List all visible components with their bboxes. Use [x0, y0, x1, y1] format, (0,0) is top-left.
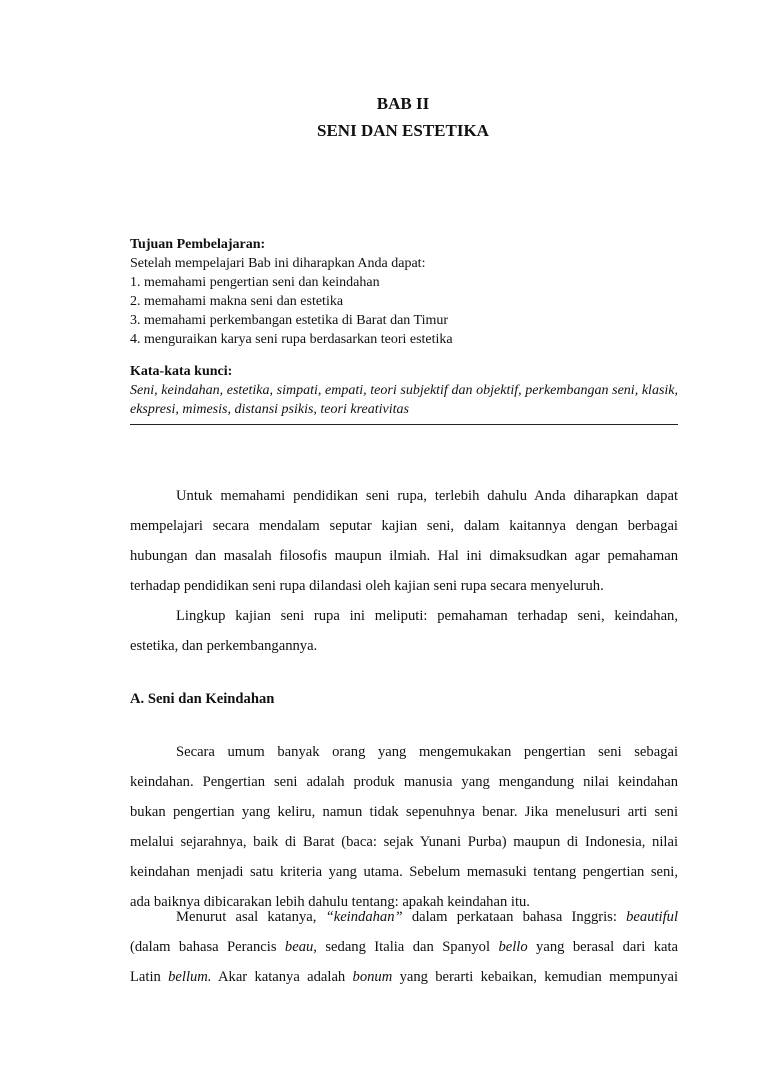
- text-run: yang berasal dari kata: [527, 939, 678, 955]
- text-line: melalui sejarahnya, baik di Barat (baca: sejak Yunani Purba) maupun di Indonesia, nilai: [130, 834, 678, 850]
- intro-paragraph-2: [130, 601, 678, 661]
- text-run: Menurut asal katanya,: [176, 909, 326, 925]
- text-run: yang berarti kebaikan, kemudian mempunyai: [392, 969, 678, 985]
- intro-paragraph-1: [130, 481, 678, 601]
- text-run-italic: beau: [284, 939, 314, 955]
- objective-item: 4. menguraikan karya seni rupa berdasarkan teori estetika: [130, 332, 453, 347]
- text-line: Lingkup kajian seni rupa ini meliputi: pemahaman terhadap seni, keindahan,: [176, 608, 678, 624]
- text-line: estetika, dan perkembangannya.: [130, 638, 318, 654]
- objective-item: 3. memahami perkembangan estetika di Barat dan Timur: [130, 313, 449, 328]
- text-run: (dalam bahasa Perancis: [130, 939, 285, 955]
- divider-line: [130, 424, 678, 425]
- text-line: keindahan menjadi satu kriteria yang utama. Sebelum memasuki tentang pengertian seni,: [130, 864, 678, 880]
- text-line: Secara umum banyak orang yang mengemukakan pengertian seni sebagai: [176, 744, 678, 760]
- text-line: Untuk memahami pendidikan seni rupa, terlebih dahulu Anda diharapkan dapat: [176, 488, 678, 504]
- text-run-italic: bello: [498, 939, 528, 955]
- text-run-italic: beautiful: [626, 909, 678, 925]
- text-run: , sedang Italia dan Spanyol: [313, 939, 499, 955]
- section-a-paragraph-1: [130, 737, 678, 917]
- text-line: [130, 932, 678, 962]
- text-line: ada baiknya dibicarakan lebih dahulu tentang: apakah keindahan itu.: [130, 894, 530, 910]
- text-run: Latin: [130, 969, 169, 985]
- text-run: dalam perkataan bahasa Inggris:: [402, 909, 627, 925]
- text-line: terhadap pendidikan seni rupa dilandasi oleh kajian seni rupa secara menyeluruh.: [130, 578, 604, 594]
- text-line: bukan pengertian yang keliru, namun tidak sepenuhnya benar. Jika menelusuri arti seni: [130, 804, 678, 820]
- text-line: hubungan dan masalah filosofis maupun ilmiah. Hal ini dimaksudkan agar pemahaman: [130, 548, 678, 564]
- keywords-text: Seni, keindahan, estetika, simpati, empati, teori subjektif dan objektif, perkembangan seni, klasik, ekspresi, mimesis, distansi psikis, teori kreativitas: [130, 383, 678, 417]
- text-run-italic: bellum.: [168, 969, 212, 985]
- text-run-italic: “keindahan”: [325, 909, 403, 925]
- objectives-heading: Tujuan Pembelajaran:: [130, 237, 266, 252]
- text-line: [130, 902, 678, 932]
- chapter-title: SENI DAN ESTETIKA: [317, 121, 489, 140]
- keywords-block: [130, 362, 678, 419]
- section-a-paragraph-2: [130, 902, 678, 992]
- text-run-italic: bonum: [352, 969, 393, 985]
- objective-item: 2. memahami makna seni dan estetika: [130, 294, 344, 309]
- text-line: mempelajari secara mendalam seputar kajian seni, dalam kaitannya dengan berbagai: [130, 518, 678, 534]
- keywords-heading: Kata-kata kunci:: [130, 364, 233, 379]
- section-heading: A. Seni dan Keindahan: [130, 691, 275, 707]
- text-line: [130, 962, 678, 992]
- text-line: keindahan. Pengertian seni adalah produk manusia yang mengandung nilai keindahan: [130, 774, 678, 790]
- learning-objectives: [130, 235, 678, 349]
- text-run: Akar katanya adalah: [211, 969, 353, 985]
- chapter-number: BAB II: [376, 94, 430, 113]
- objective-item: 1. memahami pengertian seni dan keindahan: [130, 275, 380, 290]
- objectives-intro: Setelah mempelajari Bab ini diharapkan Anda dapat:: [130, 256, 426, 271]
